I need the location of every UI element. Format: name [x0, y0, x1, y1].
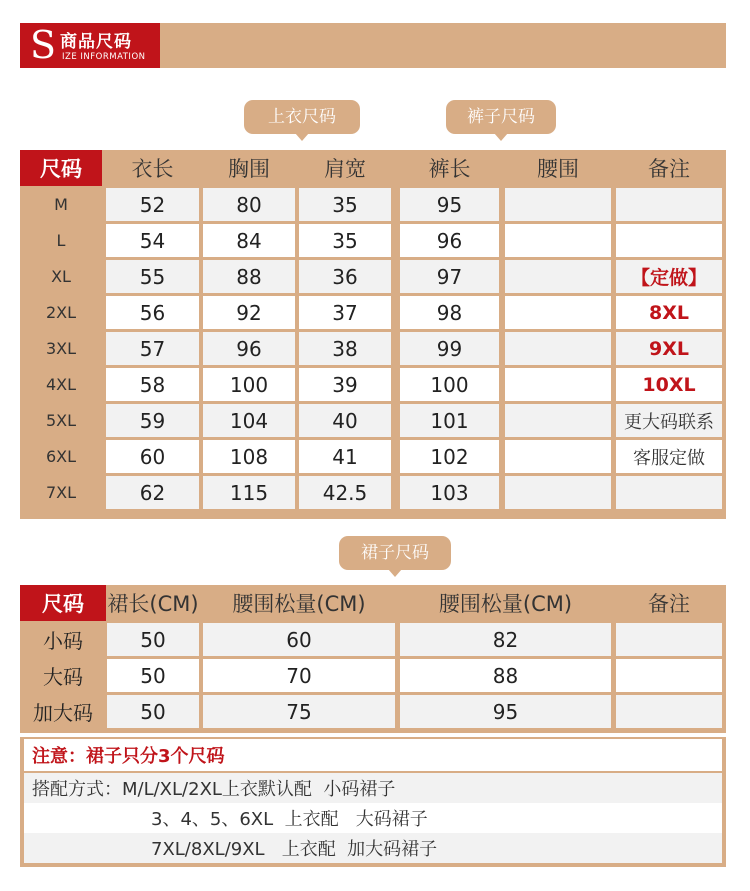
cell-note: 更大码联系: [616, 404, 722, 437]
row-size-label: L: [56, 230, 66, 250]
cell-length: 60: [106, 440, 199, 473]
header-skirt-length: 裙长(CM): [107, 585, 199, 621]
cell-pants: 95: [400, 188, 499, 221]
skirt-cell-length: 50: [107, 623, 199, 656]
cell-pants: 97: [400, 260, 499, 293]
header-shoulder: 肩宽: [299, 150, 391, 186]
cell-chest: 92: [203, 296, 295, 329]
skirt-cell-note: [616, 659, 722, 692]
header-pants-length: 裤长: [400, 150, 499, 186]
cell-pants: 99: [400, 332, 499, 365]
cell-note: 客服定做: [616, 440, 722, 473]
skirt-size-label: 裙子尺码: [339, 536, 451, 570]
cell-note: 【定做】: [616, 260, 722, 293]
cell-waist: [505, 296, 611, 329]
cell-chest: 100: [203, 368, 295, 401]
cell-shoulder: 42.5: [299, 476, 391, 509]
cell-note: [616, 476, 722, 509]
cell-shoulder: 36: [299, 260, 391, 293]
header-title: 商品尺码: [60, 32, 132, 52]
cell-chest: 115: [203, 476, 295, 509]
skirt-cell-waist1: 75: [203, 695, 395, 728]
header-letter: S: [30, 23, 57, 67]
cell-length: 56: [106, 296, 199, 329]
header-skirt-note: 备注: [616, 585, 722, 621]
row-size-label: 7XL: [45, 482, 77, 502]
skirt-cell-length: 50: [107, 695, 199, 728]
cell-length: 59: [106, 404, 199, 437]
header-chest: 胸围: [203, 150, 295, 186]
section-header: [20, 23, 726, 68]
cell-shoulder: 40: [299, 404, 391, 437]
cell-waist: [505, 332, 611, 365]
header-length: 衣长: [106, 150, 199, 186]
skirt-cell-note: [616, 623, 722, 656]
cell-shoulder: 37: [299, 296, 391, 329]
skirt-cell-length: 50: [107, 659, 199, 692]
cell-length: 58: [106, 368, 199, 401]
cell-length: 57: [106, 332, 199, 365]
cell-waist: [505, 476, 611, 509]
header-waist: 腰围: [505, 150, 611, 186]
header-note: 备注: [616, 150, 722, 186]
cell-shoulder: 39: [299, 368, 391, 401]
cell-shoulder: 35: [299, 224, 391, 257]
skirt-warning: 注意：裙子只分3个尺码: [24, 739, 722, 771]
skirt-cell-note: [616, 695, 722, 728]
cell-chest: 104: [203, 404, 295, 437]
cell-waist: [505, 404, 611, 437]
row-size-label: 5XL: [45, 410, 77, 430]
pairing-line-2: 3、4、5、6XL 上衣配 大码裙子: [24, 803, 722, 833]
cell-chest: 84: [203, 224, 295, 257]
row-size-label: M: [54, 194, 68, 214]
skirt-size-label: 小码: [43, 628, 83, 653]
cell-note: 8XL: [616, 296, 722, 329]
cell-waist: [505, 188, 611, 221]
cell-shoulder: 41: [299, 440, 391, 473]
header-waist-ease-2: 腰围松量(CM): [400, 585, 611, 621]
cell-length: 54: [106, 224, 199, 257]
skirt-size-table: [20, 585, 726, 733]
cell-note: [616, 188, 722, 221]
cell-pants: 96: [400, 224, 499, 257]
cell-pants: 103: [400, 476, 499, 509]
cell-note: 10XL: [616, 368, 722, 401]
header-badge: [20, 23, 160, 68]
cell-note: 9XL: [616, 332, 722, 365]
skirt-cell-waist2: 95: [400, 695, 611, 728]
header-size: 尺码: [20, 150, 102, 186]
cell-chest: 96: [203, 332, 295, 365]
cell-chest: 108: [203, 440, 295, 473]
notes-box: [20, 737, 726, 867]
row-size-label: XL: [51, 266, 71, 286]
pants-size-label: 裤子尺码: [446, 100, 556, 134]
skirt-cell-waist2: 88: [400, 659, 611, 692]
header-skirt-size: 尺码: [20, 585, 106, 621]
skirt-cell-waist1: 60: [203, 623, 395, 656]
top-pants-size-table: [20, 150, 726, 519]
pairing-line-3: 7XL/8XL/9XL 上衣配 加大码裙子: [24, 833, 722, 863]
header-subtitle: IZE INFORMATION: [62, 52, 146, 62]
cell-pants: 100: [400, 368, 499, 401]
cell-waist: [505, 260, 611, 293]
cell-pants: 102: [400, 440, 499, 473]
header-waist-ease-1: 腰围松量(CM): [203, 585, 395, 621]
cell-chest: 88: [203, 260, 295, 293]
cell-pants: 101: [400, 404, 499, 437]
skirt-size-label: 大码: [43, 664, 83, 689]
cell-shoulder: 38: [299, 332, 391, 365]
cell-waist: [505, 440, 611, 473]
cell-shoulder: 35: [299, 188, 391, 221]
cell-length: 62: [106, 476, 199, 509]
cell-length: 52: [106, 188, 199, 221]
row-size-label: 3XL: [45, 338, 77, 358]
row-size-label: 2XL: [45, 302, 77, 322]
skirt-size-label: 加大码: [33, 700, 93, 725]
row-size-label: 4XL: [45, 374, 77, 394]
skirt-cell-waist2: 82: [400, 623, 611, 656]
pairing-line-1: 搭配方式：M/L/XL/2XL上衣默认配 小码裙子: [24, 773, 722, 803]
cell-waist: [505, 368, 611, 401]
cell-waist: [505, 224, 611, 257]
top-size-label: 上衣尺码: [244, 100, 360, 134]
row-size-label: 6XL: [45, 446, 77, 466]
cell-length: 55: [106, 260, 199, 293]
cell-chest: 80: [203, 188, 295, 221]
skirt-cell-waist1: 70: [203, 659, 395, 692]
cell-pants: 98: [400, 296, 499, 329]
cell-note: [616, 224, 722, 257]
